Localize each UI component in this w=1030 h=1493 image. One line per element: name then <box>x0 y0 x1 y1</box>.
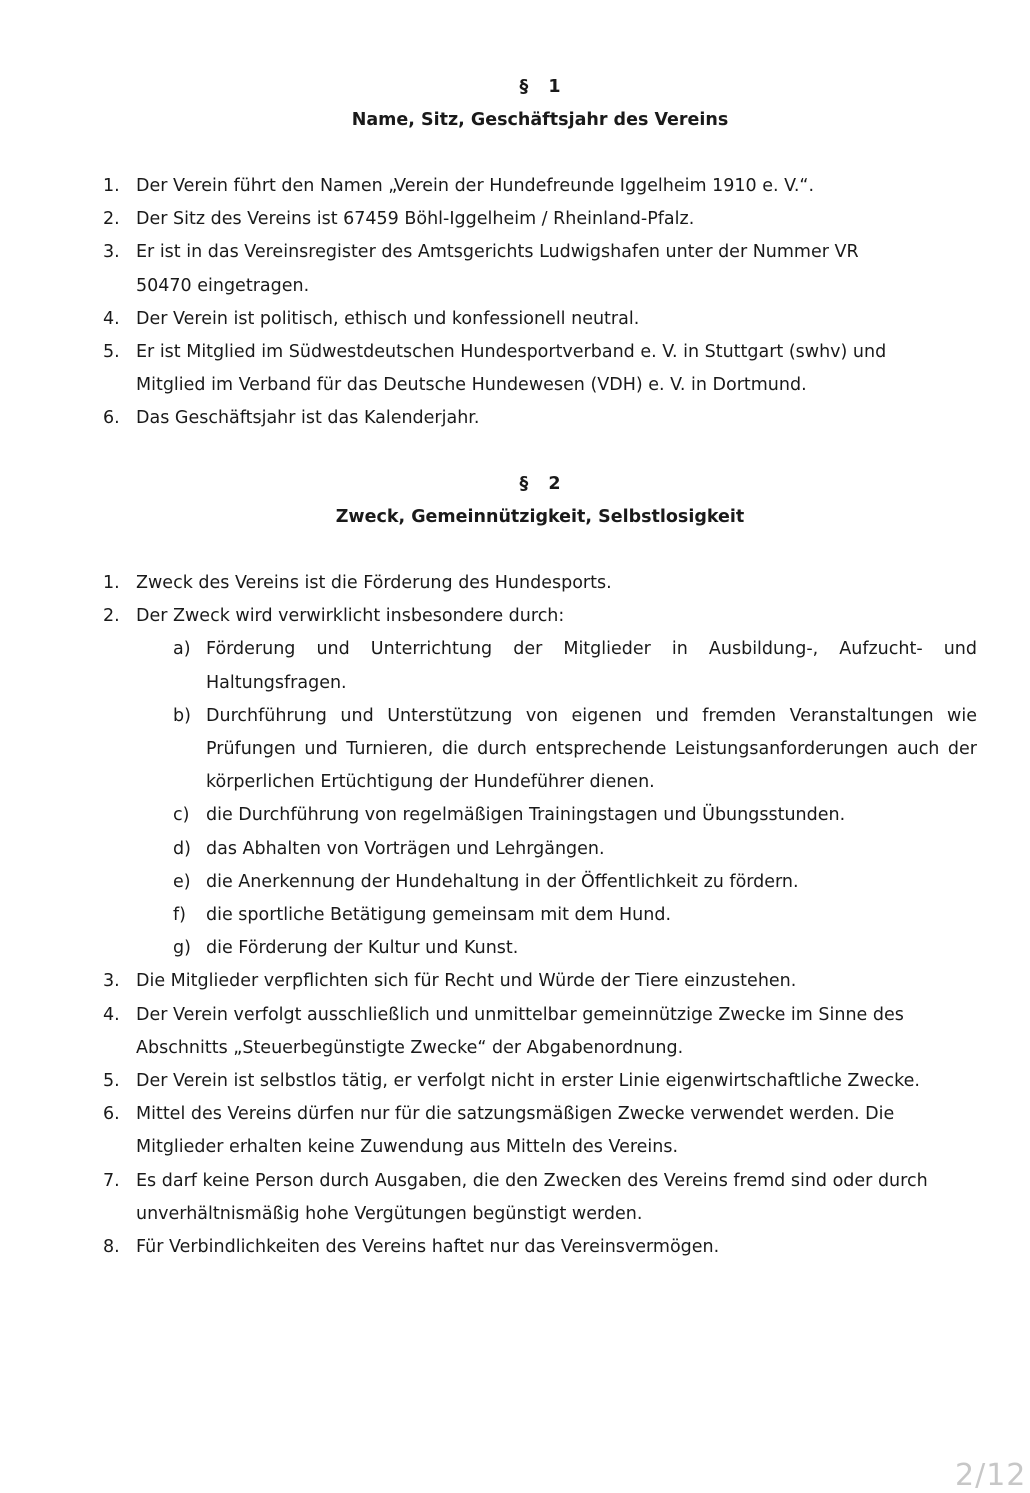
item-text: Es darf keine Person durch Ausgaben, die den Zwecken des Vereins fremd sind oder durch unverhältnismäßig hohe Vergütungen begünstigt werden. <box>136 1170 928 1224</box>
section-2-list <box>0 567 977 1264</box>
sub-list-item <box>136 700 977 800</box>
item-number: 1. <box>103 573 120 593</box>
item-text: Der Verein ist politisch, ethisch und konfessionell neutral. <box>136 308 640 329</box>
item-number: 5. <box>103 1071 120 1092</box>
item-number: 3. <box>103 971 120 992</box>
list-item <box>0 1065 977 1098</box>
list-item <box>0 203 977 236</box>
item-text: Das Geschäftsjahr ist das Kalenderjahr. <box>136 408 480 429</box>
sub-item-text: die Durchführung von regelmäßigen Trainingstagen und Übungsstunden. <box>206 805 846 826</box>
list-item <box>0 303 977 336</box>
sub-item-letter: g) <box>173 938 191 959</box>
sub-item-letter: f) <box>173 905 186 926</box>
section-title: Zweck, Gemeinnützigkeit, Selbstlosigkeit <box>335 507 745 527</box>
list-item <box>0 1231 977 1264</box>
section-number: § 2 <box>519 474 561 494</box>
item-text: Für Verbindlichkeiten des Vereins haftet nur das Vereinsvermögen. <box>136 1237 720 1258</box>
list-item <box>0 402 977 435</box>
item-text: Der Verein verfolgt ausschließlich und unmittelbar gemeinnützige Zwecke im Sinne des Abschnitts „Steuerbegünstigte Zwecke“ der Abgabenordnung. <box>136 1004 904 1058</box>
list-item <box>0 1165 966 1231</box>
sub-item-letter: d) <box>173 838 191 859</box>
item-number: 2. <box>103 209 120 230</box>
sub-list <box>136 633 977 965</box>
item-text: Der Sitz des Vereins ist 67459 Böhl-Iggelheim / Rheinland-Pfalz. <box>136 209 695 230</box>
section-title: Name, Sitz, Geschäftsjahr des Vereins <box>351 110 729 130</box>
section-2-heading <box>0 468 1030 534</box>
sub-item-letter: e) <box>173 871 191 892</box>
sub-list-item <box>136 899 977 932</box>
item-text: Er ist in das Vereinsregister des Amtsgerichts Ludwigshafen unter der Nummer VR 50470 eingetragen. <box>136 242 859 296</box>
sub-item-text: die sportliche Betätigung gemeinsam mit dem Hund. <box>206 905 672 926</box>
section-1-heading <box>0 71 1030 137</box>
section-number: § 1 <box>519 77 561 97</box>
item-text: Der Verein führt den Namen „Verein der Hundefreunde Iggelheim 1910 e. V.“. <box>136 176 815 196</box>
sub-item-text: Förderung und Unterrichtung der Mitglieder in Ausbildung-, Aufzucht- und Haltungsfragen. <box>206 639 977 693</box>
sub-item-text: die Förderung der Kultur und Kunst. <box>206 938 519 959</box>
item-number: 4. <box>103 308 120 329</box>
sub-item-text: das Abhalten von Vorträgen und Lehrgängen. <box>206 838 605 859</box>
item-text: Mittel des Vereins dürfen nur für die satzungsmäßigen Zwecke verwendet werden. Die Mitglieder erhalten keine Zuwendung aus Mitteln des Vereins. <box>136 1104 895 1158</box>
item-number: 4. <box>103 1004 120 1025</box>
item-number: 2. <box>103 606 120 627</box>
sub-item-letter: a) <box>173 639 191 660</box>
item-number: 5. <box>103 342 120 363</box>
page-indicator: 2/12 <box>955 1458 1027 1493</box>
item-text: Die Mitglieder verpflichten sich für Recht und Würde der Tiere einzustehen. <box>136 971 797 992</box>
sub-list-item <box>136 866 977 899</box>
list-item <box>0 336 936 402</box>
sub-item-letter: c) <box>173 805 190 826</box>
sub-item-text: Durchführung und Unterstützung von eigenen und fremden Veranstaltungen wie Prüfungen und Turnieren, die durch entsprechende Leistungsanforderungen auch der körperlichen Ertüchtigung der Hundeführer dienen. <box>206 705 977 793</box>
sub-item-letter: b) <box>173 705 191 726</box>
list-item <box>0 567 977 600</box>
sub-item-text: die Anerkennung der Hundehaltung in der Öffentlichkeit zu fördern. <box>206 871 799 892</box>
item-text: Der Zweck wird verwirklicht insbesondere durch: <box>136 606 565 627</box>
item-number: 8. <box>103 1237 120 1258</box>
list-item <box>0 236 896 302</box>
item-number: 3. <box>103 242 120 263</box>
section-1-list <box>0 170 977 436</box>
list-item <box>0 1098 926 1164</box>
list-item <box>0 999 936 1065</box>
list-item <box>0 170 977 203</box>
list-item <box>0 600 977 965</box>
item-number: 6. <box>103 408 120 429</box>
sub-list-item <box>136 633 977 699</box>
item-number: 7. <box>103 1170 120 1191</box>
item-number: 6. <box>103 1104 120 1125</box>
item-text: Zweck des Vereins ist die Förderung des Hundesports. <box>136 573 612 593</box>
list-item <box>0 965 977 998</box>
sub-list-item <box>136 799 977 832</box>
item-text: Er ist Mitglied im Südwestdeutschen Hundesportverband e. V. in Stuttgart (swhv) und Mitglied im Verband für das Deutsche Hundewesen (VDH) e. V. in Dortmund. <box>136 342 887 396</box>
item-number: 1. <box>103 176 120 196</box>
item-text: Der Verein ist selbstlos tätig, er verfolgt nicht in erster Linie eigenwirtschaftliche Zwecke. <box>136 1071 920 1092</box>
sub-list-item <box>136 833 977 866</box>
sub-list-item <box>136 932 977 965</box>
